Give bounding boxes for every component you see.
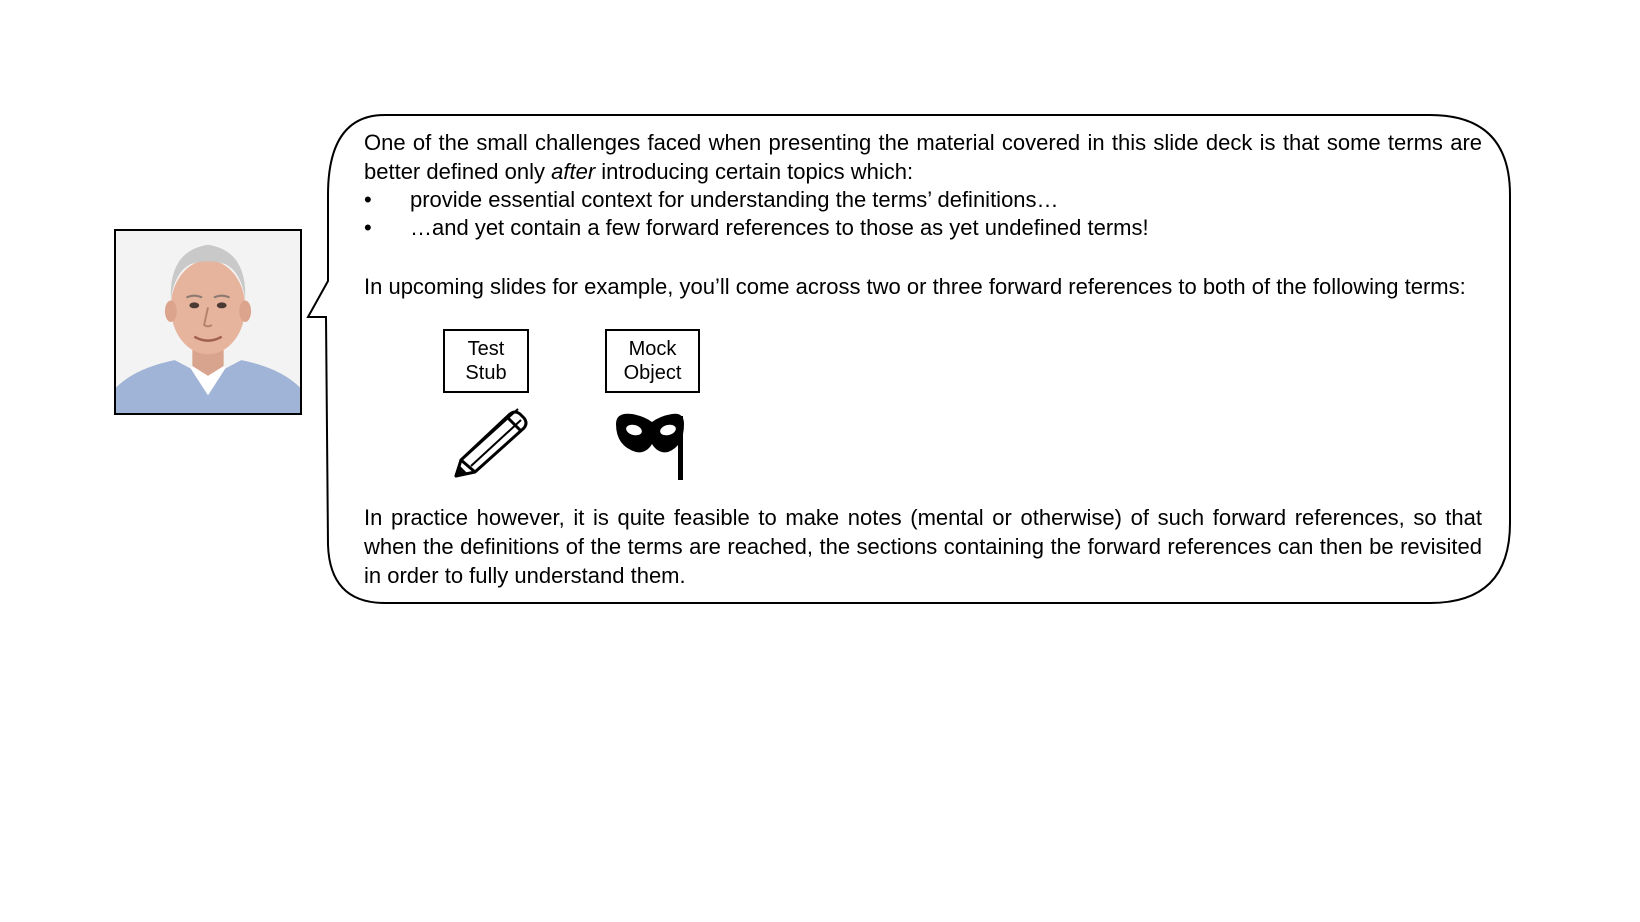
speaker-portrait: [114, 229, 302, 415]
bullet-marker: •: [364, 215, 372, 240]
bullet-marker: •: [364, 187, 372, 212]
upcoming-paragraph: In upcoming slides for example, you’ll come across two or three forward references to both of the following terms:: [364, 274, 1466, 299]
intro-paragraph: [364, 128, 1482, 186]
bullet-text: …and yet contain a few forward references to those as yet undefined terms!: [410, 215, 1149, 240]
term-test-stub: [443, 329, 529, 393]
term-mock-object: [605, 329, 700, 393]
bullet-item: [364, 214, 1482, 242]
intro-text-start: One of the small challenges faced when presenting the material covered in this slide deck is that some terms are better defined only: [364, 130, 1482, 184]
bullet-list: [364, 186, 1482, 242]
mask-icon: [612, 406, 690, 482]
term-label: Mock Object: [623, 338, 682, 384]
bullet-text: provide essential context for understanding the terms’ definitions…: [410, 187, 1059, 212]
intro-emphasis: after: [551, 159, 596, 184]
pencil-icon: [452, 408, 530, 480]
portrait-photo-icon: [116, 231, 300, 413]
term-label: Test Stub: [465, 338, 507, 384]
bullet-item: [364, 186, 1482, 214]
outro-paragraph: In practice however, it is quite feasible to make notes (mental or otherwise) of such forward references, so that when the definitions of the terms are reached, the sections containing the forward references can then be revisited in order to fully understand them.: [364, 505, 1482, 588]
intro-text-end: introducing certain topics which:: [595, 159, 914, 184]
